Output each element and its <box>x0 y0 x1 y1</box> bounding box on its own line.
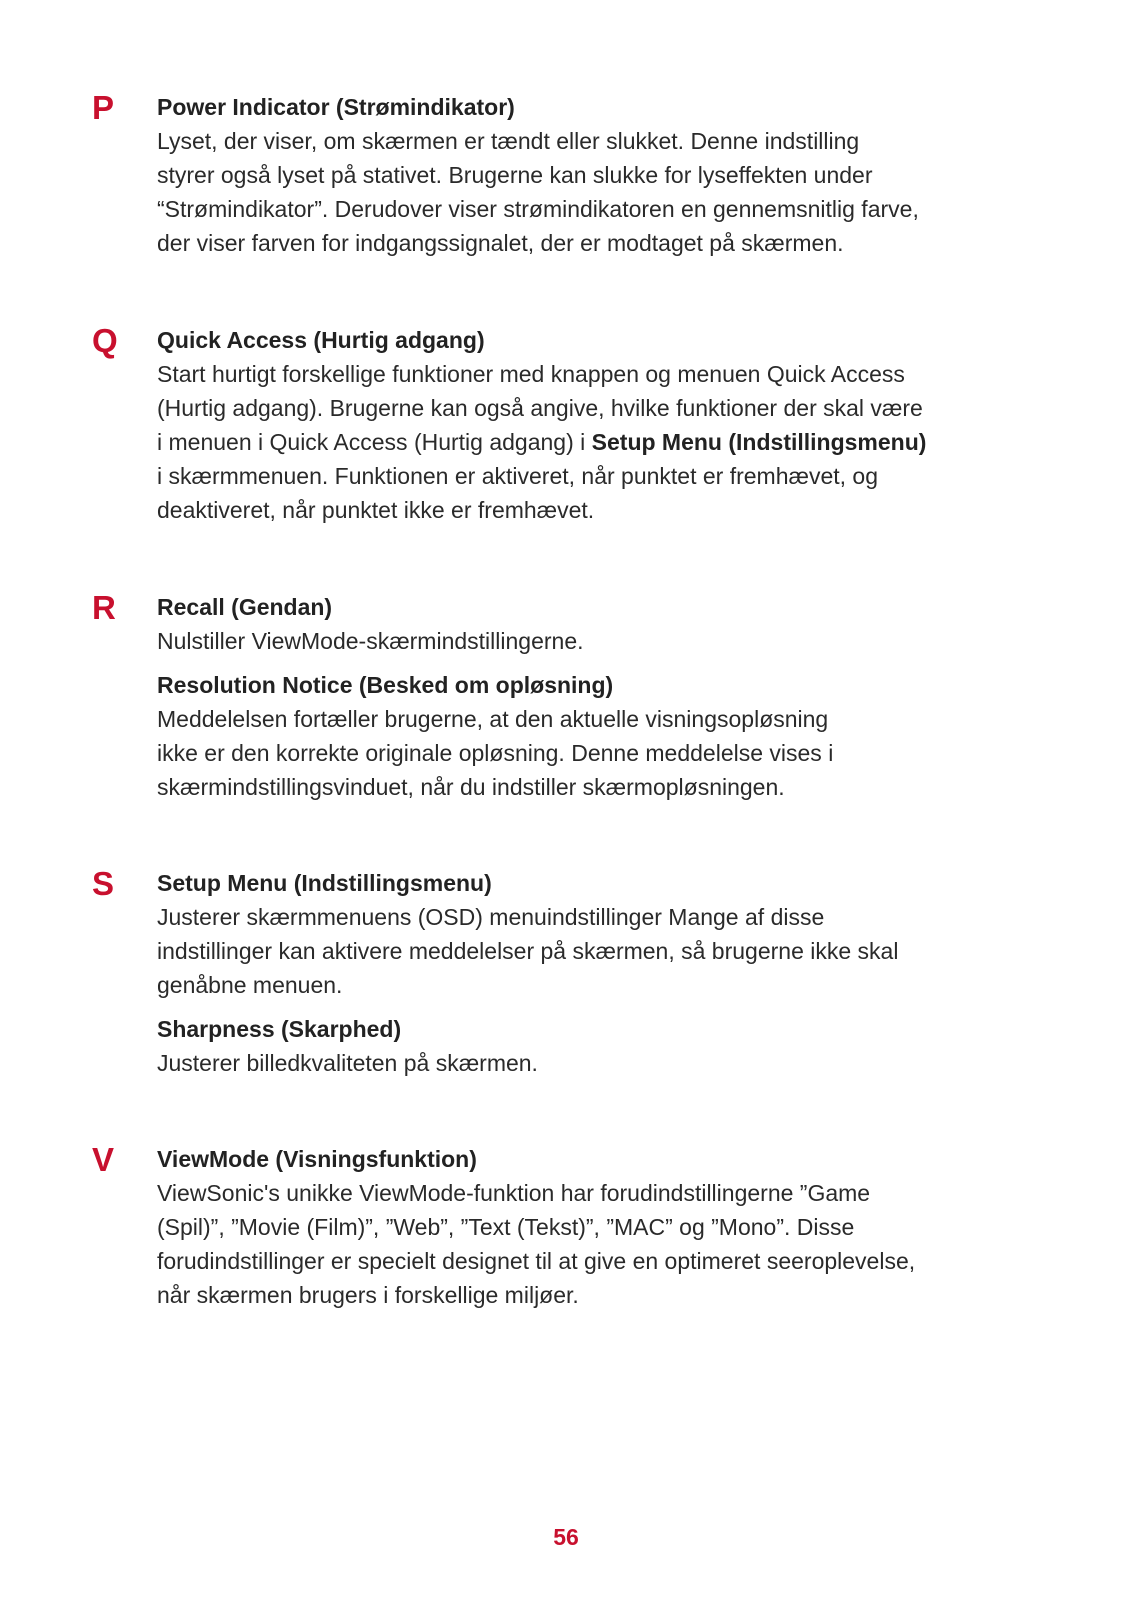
description-line: (Spil)”, ”Movie (Film)”, ”Web”, ”Text (Tekst)”, ”MAC” og ”Mono”. Disse <box>157 1214 855 1240</box>
description-line: der viser farven for indgangssignalet, der er modtaget på skærmen. <box>157 230 844 256</box>
description-line: Justerer skærmmenuens (OSD) menuindstillinger Mange af disse <box>157 904 825 930</box>
section-letter: S <box>92 865 115 902</box>
section-content <box>157 323 1057 527</box>
description-line: Start hurtigt forskellige funktioner med knappen og menuen Quick Access <box>157 361 905 387</box>
entry-setup-menu <box>157 866 1057 1002</box>
description-line <box>157 425 1057 459</box>
description-line: ikke er den korrekte originale opløsning. Denne meddelelse vises i <box>157 740 834 766</box>
description-line: Lyset, der viser, om skærmen er tændt eller slukket. Denne indstilling <box>157 128 860 154</box>
entry-description <box>157 1046 1057 1080</box>
section-content <box>157 590 1057 804</box>
entry-sharpness <box>157 1012 1057 1080</box>
description-line: indstillinger kan aktivere meddelelser på skærmen, så brugerne ikke skal <box>157 938 899 964</box>
description-line: Meddelelsen fortæller brugerne, at den aktuelle visningsopløsning <box>157 706 829 732</box>
entry-resolution-notice <box>157 668 1057 804</box>
entry-description <box>157 624 1057 658</box>
description-line: “Strømindikator”. Derudover viser strømindikatoren en gennemsnitlig farve, <box>157 196 919 222</box>
description-line: styrer også lyset på stativet. Brugerne kan slukke for lyseffekten under <box>157 162 873 188</box>
entry-power-indicator <box>157 90 1057 260</box>
entry-quick-access <box>157 323 1057 527</box>
description-line: forudindstillinger er specielt designet til at give en optimeret seeroplevelse, <box>157 1248 916 1274</box>
entry-description <box>157 702 1057 804</box>
description-line: ViewSonic's unikke ViewMode-funktion har forudindstillingerne ”Game <box>157 1180 871 1206</box>
menu-reference: Setup Menu (Indstillingsmenu) <box>591 429 927 455</box>
section-content <box>157 1142 1057 1312</box>
section-letter: P <box>92 89 115 126</box>
description-line: (Hurtig adgang). Brugerne kan også angive, hvilke funktioner der skal være <box>157 395 923 421</box>
entry-viewmode <box>157 1142 1057 1312</box>
entry-description <box>157 1176 1057 1312</box>
section-content <box>157 90 1057 260</box>
section-letter: Q <box>92 322 118 359</box>
entry-title: Recall (Gendan) <box>157 594 333 620</box>
entry-title: Sharpness (Skarphed) <box>157 1016 402 1042</box>
description-line: når skærmen brugers i forskellige miljøer. <box>157 1282 579 1308</box>
entry-title: Resolution Notice (Besked om opløsning) <box>157 672 614 698</box>
entry-title: Setup Menu (Indstillingsmenu) <box>157 870 492 896</box>
section-letter: V <box>92 1141 115 1178</box>
entry-description <box>157 124 1057 260</box>
entry-description <box>157 900 1057 1002</box>
description-line: skærmindstillingsvinduet, når du indstiller skærmopløsningen. <box>157 774 785 800</box>
entry-recall <box>157 590 1057 658</box>
entry-title: Quick Access (Hurtig adgang) <box>157 327 485 353</box>
entry-description <box>157 357 1057 527</box>
section-letter: R <box>92 589 116 626</box>
section-content <box>157 866 1057 1080</box>
description-line: genåbne menuen. <box>157 972 343 998</box>
description-line: i skærmmenuen. Funktionen er aktiveret, når punktet er fremhævet, og <box>157 463 878 489</box>
entry-title: Power Indicator (Strømindikator) <box>157 94 515 120</box>
description-line: Nulstiller ViewMode-skærmindstillingerne. <box>157 628 584 654</box>
entry-title: ViewMode (Visningsfunktion) <box>157 1146 477 1172</box>
page-number: 56 <box>553 1524 579 1550</box>
description-line: deaktiveret, når punktet ikke er fremhævet. <box>157 497 595 523</box>
description-text: i menuen i Quick Access (Hurtig adgang) i <box>157 429 592 455</box>
description-line: Justerer billedkvaliteten på skærmen. <box>157 1050 538 1076</box>
